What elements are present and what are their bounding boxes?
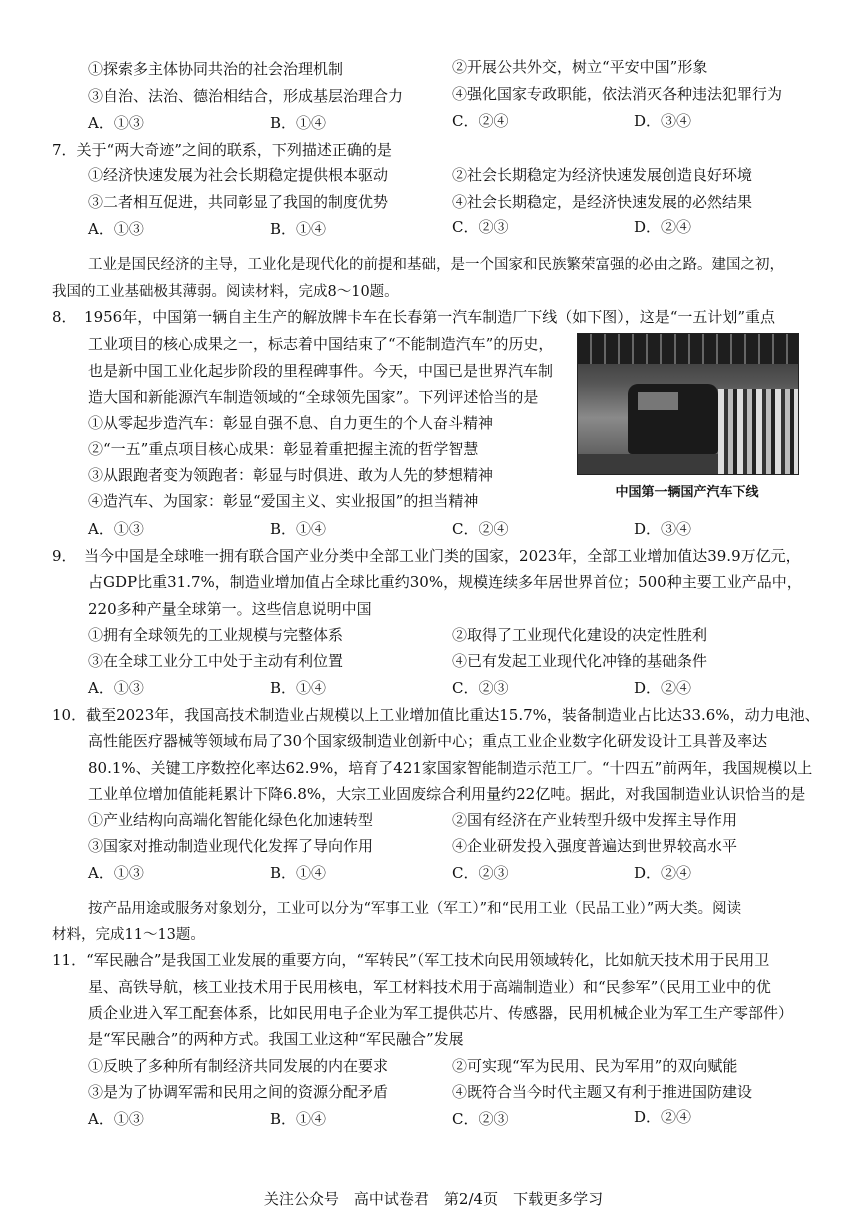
statement-8-4: ④造汽车、为国家：彰显“爱国主义、实业报国”的担当精神 <box>88 492 479 510</box>
statement-9-4: ④已有发起工业现代化冲锋的基础条件 <box>452 652 708 670</box>
question-10-line2: 高性能医疗器械等领域布局了30个国家级制造业创新中心；重点工业企业数字化研发设计工具普及率达 <box>88 732 768 750</box>
option-8-d[interactable]: D．③④ <box>634 520 692 538</box>
question-10-line4: 工业单位增加值能耗累计下降6.8%，大宗工业固废综合利用量约22亿吨。据此，对我国制造业认识恰当的是 <box>88 785 806 803</box>
crowd-shape <box>718 389 798 474</box>
statement-11-1: ①反映了多种所有制经济共同发展的内在要求 <box>88 1057 389 1075</box>
page-footer: 关注公众号 高中试卷君 第2/4页 下载更多学习 <box>263 1190 604 1208</box>
statement-8-2: ②“一五”重点项目核心成果：彰显着重把握主流的哲学智慧 <box>88 440 479 458</box>
option-10-b[interactable]: B．①④ <box>270 864 327 882</box>
statement-7-2: ②社会长期稳定为经济快速发展创造良好环境 <box>452 166 753 184</box>
option-8-b[interactable]: B．①④ <box>270 520 327 538</box>
statement-7-1: ①经济快速发展为社会长期稳定提供根本驱动 <box>88 166 389 184</box>
question-9-line2: 占GDP比重31.7%，制造业增加值占全球比重约30%，规模连续多年居世界首位；500种主要工业产品中， <box>88 573 802 591</box>
material-intro-line1: 工业是国民经济的主导，工业化是现代化的前提和基础，是一个国家和民族繁荣富强的必由之路。建国之初， <box>88 257 784 273</box>
material-intro-line2: 我国的工业基础极其薄弱。阅读材料，完成8～10题。 <box>52 284 399 300</box>
option-7-b[interactable]: B．①④ <box>270 220 327 238</box>
question-11-line1: 11．“军民融合”是我国工业发展的重要方向，“军转民”（军工技术向民用领域转化，比如航天技术用于民用卫 <box>52 951 770 969</box>
question-11-line3: 质企业进入军工配套体系，比如民用电子企业为军工提供芯片、传感器，民用机械企业为军工生产零部件） <box>88 1004 794 1022</box>
option-9-d[interactable]: D．②④ <box>634 679 692 697</box>
statement-8-1: ①从零起步造汽车：彰显自强不息、自力更生的个人奋斗精神 <box>88 414 494 432</box>
question-10-line3: 80.1%、关键工序数控化率达62.9%，培育了421家国家智能制造示范工厂。“十四五”前两年，我国规模以上 <box>88 759 813 777</box>
statement-6-4: ④强化国家专政职能，依法消灭各种违法犯罪行为 <box>452 85 783 103</box>
question-11-line4: 是“军民融合”的两种方式。我国工业这种“军民融合”发展 <box>88 1030 464 1048</box>
truck-photo <box>577 333 799 475</box>
option-11-d[interactable]: D．②④ <box>634 1108 692 1126</box>
option-6-a[interactable]: A．①③ <box>88 114 144 132</box>
question-9-line3: 220多种产量全球第一。这些信息说明中国 <box>88 600 372 618</box>
question-7-stem: 7．关于“两大奇迹”之间的联系，下列描述正确的是 <box>52 141 392 159</box>
statement-9-3: ③在全球工业分工中处于主动有利位置 <box>88 652 344 670</box>
option-11-a[interactable]: A．①③ <box>88 1110 144 1128</box>
question-11-line2: 星、高铁导航，核工业技术用于民用核电，军工材料技术用于高端制造业）和“民参军”（民用工业中的优 <box>88 978 771 996</box>
option-9-c[interactable]: C．②③ <box>452 679 509 697</box>
option-9-b[interactable]: B．①④ <box>270 679 327 697</box>
option-10-d[interactable]: D．②④ <box>634 864 692 882</box>
option-10-c[interactable]: C．②③ <box>452 864 509 882</box>
factory-beam <box>578 334 798 364</box>
statement-8-3: ③从跟跑者变为领跑者：彰显与时俱进、敢为人先的梦想精神 <box>88 466 494 484</box>
option-8-a[interactable]: A．①③ <box>88 520 144 538</box>
question-8-line4: 造大国和新能源汽车制造领域的“全球领先国家”。下列评述恰当的是 <box>88 388 539 406</box>
statement-10-2: ②国有经济在产业转型升级中发挥主导作用 <box>452 811 738 829</box>
statement-6-3: ③自治、法治、德治相结合，形成基层治理合力 <box>88 87 404 105</box>
statement-11-4: ④既符合当今时代主题又有利于推进国防建设 <box>452 1083 753 1101</box>
photo-caption: 中国第一辆国产汽车下线 <box>615 485 759 500</box>
question-9-line1: 9． 当今中国是全球唯一拥有联合国产业分类中全部工业门类的国家，2023年，全部工业增加值达39.9万亿元， <box>52 547 801 565</box>
statement-6-1: ①探索多主体协同共治的社会治理机制 <box>88 60 344 78</box>
option-7-d[interactable]: D．②④ <box>634 218 692 236</box>
option-6-b[interactable]: B．①④ <box>270 114 327 132</box>
statement-11-3: ③是为了协调军需和民用之间的资源分配矛盾 <box>88 1083 389 1101</box>
statement-11-2: ②可实现“军为民用、民为军用”的双向赋能 <box>452 1057 738 1075</box>
material2-intro-line1: 按产品用途或服务对象划分，工业可以分为“军事工业（军工）”和“民用工业（民品工业）”两大类。阅读 <box>88 901 742 917</box>
question-8-line2: 工业项目的核心成果之一，标志着中国结束了“不能制造汽车”的历史， <box>88 335 554 353</box>
option-7-a[interactable]: A．①③ <box>88 220 144 238</box>
statement-7-4: ④社会长期稳定，是经济快速发展的必然结果 <box>452 193 753 211</box>
option-7-c[interactable]: C．②③ <box>452 218 509 236</box>
statement-6-2: ②开展公共外交，树立“平安中国”形象 <box>452 58 708 76</box>
statement-10-3: ③国家对推动制造业现代化发挥了导向作用 <box>88 837 374 855</box>
question-8-line3: 也是新中国工业化起步阶段的里程碑事件。今天，中国已是世界汽车制 <box>88 362 554 380</box>
statement-9-2: ②取得了工业现代化建设的决定性胜利 <box>452 626 708 644</box>
statement-9-1: ①拥有全球领先的工业规模与完整体系 <box>88 626 344 644</box>
option-11-b[interactable]: B．①④ <box>270 1110 327 1128</box>
option-6-d[interactable]: D．③④ <box>634 112 692 130</box>
option-11-c[interactable]: C．②③ <box>452 1110 509 1128</box>
truck-shape <box>628 384 718 454</box>
statement-10-4: ④企业研发投入强度普遍达到世界较高水平 <box>452 837 738 855</box>
question-10-line1: 10．截至2023年，我国高技术制造业占规模以上工业增加值比重达15.7%，装备制造业占比达33.6%，动力电池、 <box>52 706 820 724</box>
option-8-c[interactable]: C．②④ <box>452 520 509 538</box>
material2-intro-line2: 材料，完成11～13题。 <box>52 927 205 943</box>
statement-10-1: ①产业结构向高端化智能化绿色化加速转型 <box>88 811 374 829</box>
option-9-a[interactable]: A．①③ <box>88 679 144 697</box>
question-8-line1: 8． 1956年，中国第一辆自主生产的解放牌卡车在长春第一汽车制造厂下线（如下图），这是“一五计划”重点 <box>52 308 776 326</box>
statement-7-3: ③二者相互促进，共同彰显了我国的制度优势 <box>88 193 389 211</box>
option-10-a[interactable]: A．①③ <box>88 864 144 882</box>
option-6-c[interactable]: C．②④ <box>452 112 509 130</box>
